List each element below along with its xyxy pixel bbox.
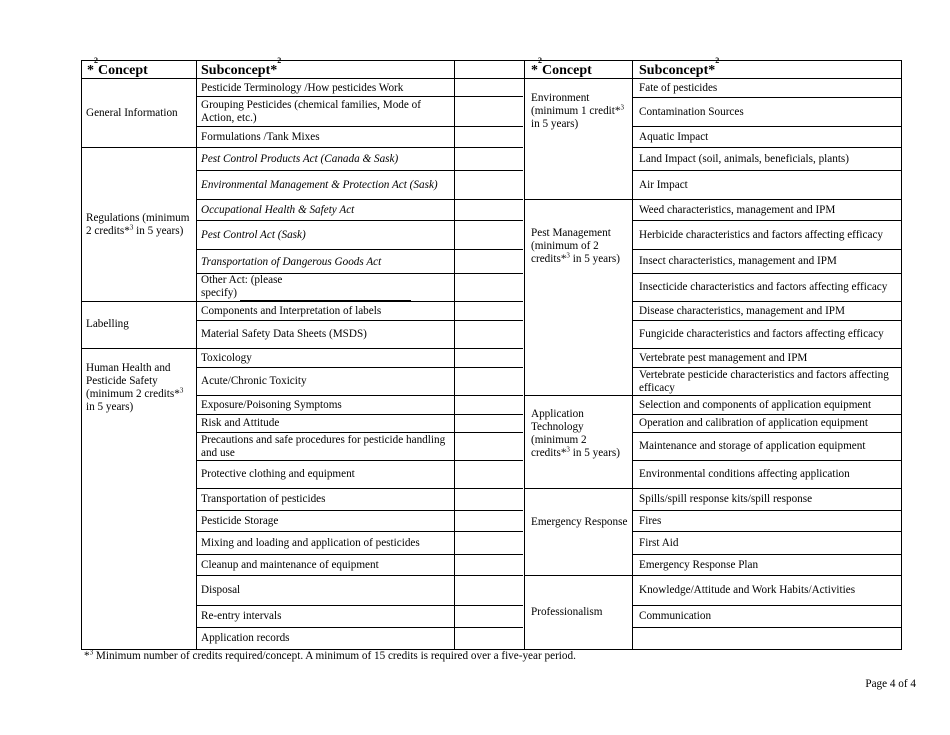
header-subconcept-left: Subconcept*$^2$ <box>201 56 282 78</box>
subconcept-item: Fires <box>639 514 662 527</box>
subconcept-item: Spills/spill response kits/spill response <box>639 493 813 505</box>
credits-table <box>81 56 902 650</box>
subconcept-item: Protective clothing and equipment <box>201 468 355 480</box>
footnote: *$^3$ Minimum number of credits required/concept. A minimum of 15 credits is required over a five-year period. <box>84 648 576 662</box>
subconcept-item: Material Safety Data Sheets (MSDS) <box>201 327 367 340</box>
subconcept-item: Re-entry intervals <box>201 610 282 622</box>
specify-blank-line <box>240 289 411 301</box>
concept-professionalism: Professionalism <box>531 606 603 618</box>
subconcept-item: Disease characteristics, management and IPM <box>639 304 845 317</box>
subconcept-item: Communication <box>639 610 712 622</box>
subconcept-item: Transportation of Dangerous Goods Act <box>201 255 382 268</box>
subconcept-item: Occupational Health & Safety Act <box>201 203 355 216</box>
subconcept-item: Environmental Management & Protection Act (Sask) <box>201 178 438 191</box>
subconcept-item: Contamination Sources <box>639 105 744 118</box>
subconcept-item: Herbicide characteristics and factors affecting efficacy <box>639 228 884 241</box>
subconcept-item: Risk and Attitude <box>201 417 280 429</box>
subconcept-item: Pest Control Act (Sask) <box>201 228 306 241</box>
subconcept-item: Acute/Chronic Toxicity <box>201 375 307 387</box>
concept-human-health: Human Health and Pesticide Safety (minimum 2 credits*$^3$ in 5 years) <box>86 362 184 413</box>
subconcept-item: Emergency Response Plan <box>639 558 759 571</box>
header-concept-left: *$^2$Concept <box>87 56 148 78</box>
subconcept-item: Pesticide Terminology /How pesticides Work <box>201 81 404 94</box>
concept-emergency-response: Emergency Response <box>531 516 628 528</box>
subconcept-item: Toxicology <box>201 351 252 364</box>
subconcept-item: Transportation of pesticides <box>201 493 326 505</box>
subconcept-item: Disposal <box>201 584 241 596</box>
subconcept-item: Aquatic Impact <box>639 130 709 143</box>
concept-environment: Environment (minimum 1 credit*$^3$ in 5 years) <box>531 92 624 130</box>
subconcept-item: Land Impact (soil, animals, beneficials, plants) <box>639 152 850 165</box>
subconcept-item: Exposure/Poisoning Symptoms <box>201 398 342 411</box>
page-number: Page 4 of 4 <box>865 678 916 690</box>
subconcept-item: Operation and calibration of application equipment <box>639 417 868 429</box>
subconcept-item: Formulations /Tank Mixes <box>201 130 320 143</box>
subconcept-item: Grouping Pesticides (chemical families, Mode of Action, etc.) <box>201 99 421 124</box>
subconcept-item: Precautions and safe procedures for pesticide handling and use <box>201 433 446 459</box>
subconcept-item: Selection and components of application equipment <box>639 398 872 411</box>
concept-pest-management: Pest Management (minimum of 2 credits*$^3$ in 5 years) <box>531 227 620 265</box>
header-subconcept-right: Subconcept*$^2$ <box>639 56 720 78</box>
header-concept-right: *$^2$Concept <box>531 56 592 78</box>
concept-labelling: Labelling <box>86 318 129 330</box>
subconcept-item: Fate of pesticides <box>639 81 718 94</box>
subconcept-item: Vertebrate pesticide characteristics and factors affecting efficacy <box>639 368 889 394</box>
subconcept-item: Cleanup and maintenance of equipment <box>201 558 379 571</box>
subconcept-item: Environmental conditions affecting application <box>639 468 850 480</box>
subconcept-item: Air Impact <box>639 178 688 191</box>
concept-general-information: General Information <box>86 106 178 119</box>
subconcept-item: Vertebrate pest management and IPM <box>639 351 808 364</box>
subconcept-item: Pest Control Products Act (Canada & Sask) <box>201 152 399 165</box>
subconcept-item: Maintenance and storage of application equipment <box>639 440 866 452</box>
concept-regulations: Regulations (minimum 2 credits*$^3$ in 5 years) <box>86 211 190 237</box>
subconcept-item: Fungicide characteristics and factors affecting efficacy <box>639 328 884 340</box>
concept-application-technology: Application Technology (minimum 2 credits*$^3$ in 5 years) <box>531 408 620 459</box>
subconcept-item: Components and Interpretation of labels <box>201 304 382 317</box>
subconcept-item: Knowledge/Attitude and Work Habits/Activities <box>639 584 856 596</box>
subconcept-item: Insecticide characteristics and factors affecting efficacy <box>639 281 888 293</box>
subconcept-item: Application records <box>201 632 290 644</box>
subconcept-item: First Aid <box>639 536 679 549</box>
subconcept-item: Insect characteristics, management and IPM <box>639 255 837 267</box>
subconcept-item: Pesticide Storage <box>201 514 279 527</box>
subconcept-item-other-act: Other Act: (please specify) <box>197 274 454 301</box>
subconcept-item: Weed characteristics, management and IPM <box>639 203 836 216</box>
subconcept-item: Mixing and loading and application of pesticides <box>201 536 420 549</box>
